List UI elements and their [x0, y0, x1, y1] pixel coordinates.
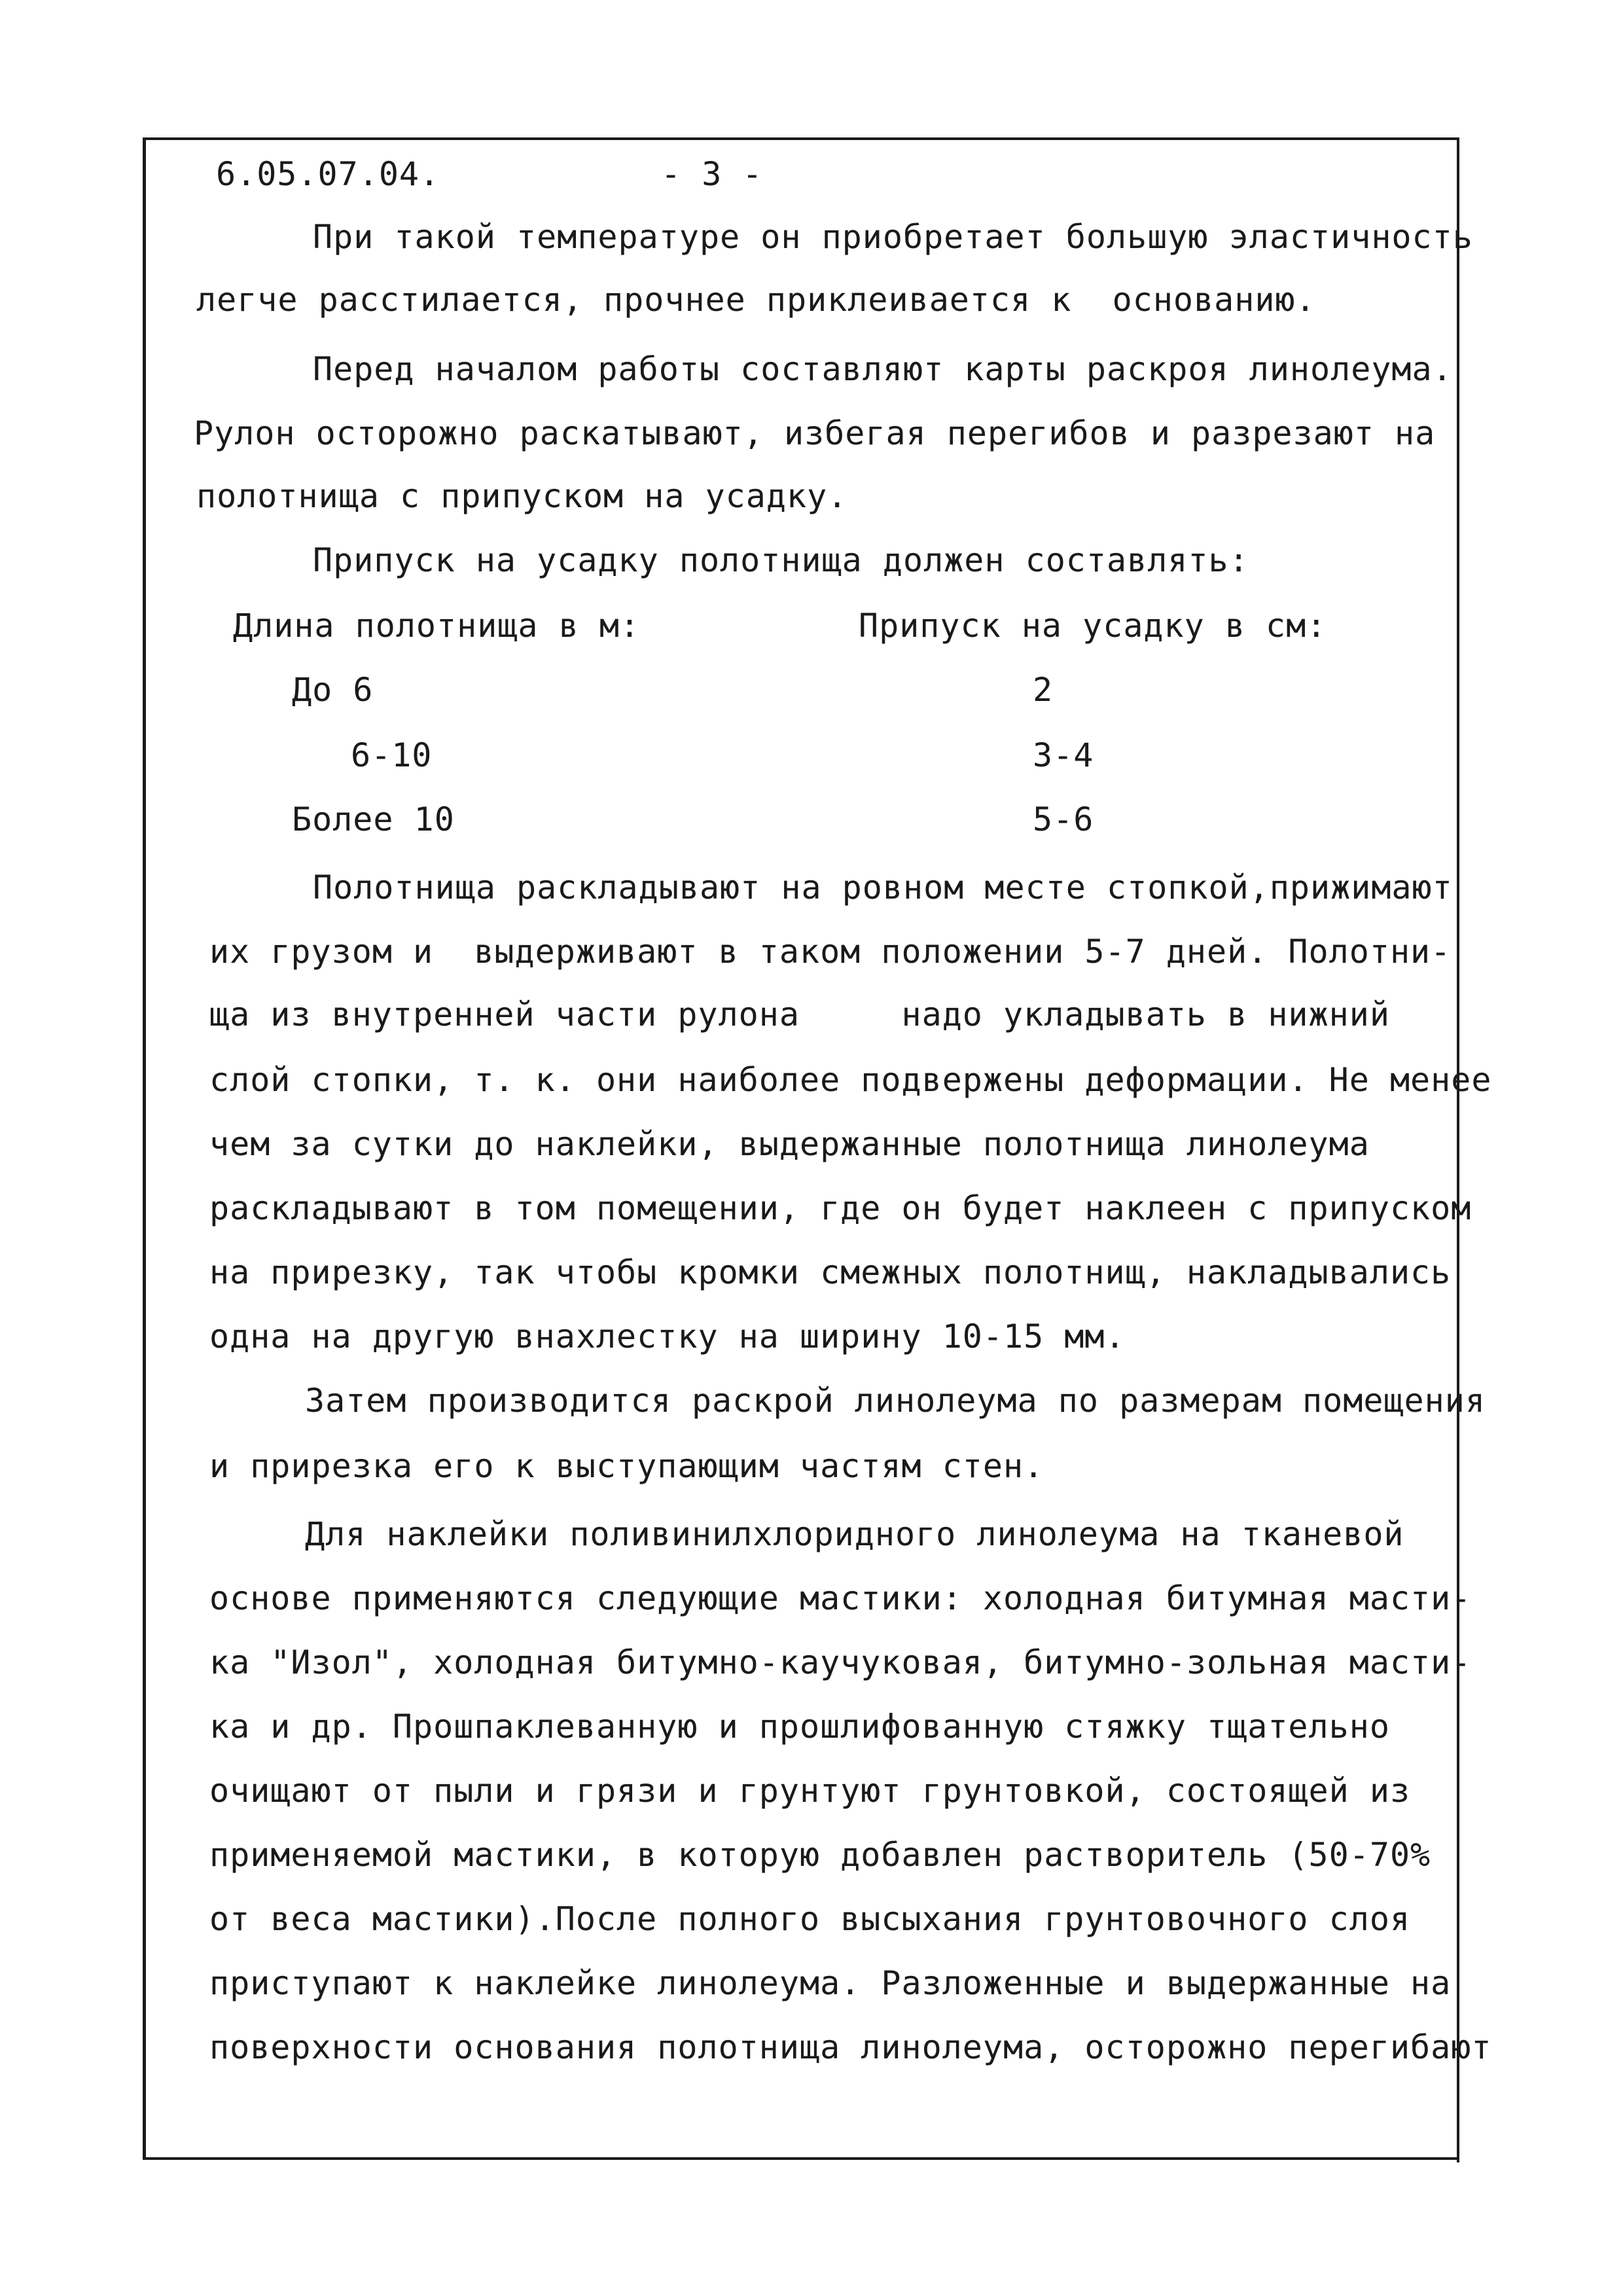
table-header-length: Длина полотнища в м:	[233, 607, 641, 645]
paragraph-line: на прирезку, так чтобы кромки смежных полотнищ, накладывались	[209, 1253, 1452, 1291]
paragraph-line: легче расстилается, прочнее приклеивается к основанию.	[196, 281, 1316, 319]
table-cell-length: До 6	[292, 671, 374, 709]
paragraph-line: приступают к наклейке линолеума. Разложенные и выдержанные на	[209, 1964, 1452, 2002]
table-cell-length: Более 10	[292, 800, 455, 838]
table-cell-allowance: 2	[1033, 671, 1054, 709]
paragraph-line: основе применяются следующие мастики: холодная битумная масти-	[209, 1579, 1472, 1617]
paragraph-line: Припуск на усадку полотнища должен составлять:	[313, 541, 1249, 579]
paragraph-line: Перед началом работы составляют карты раскроя линолеума.	[313, 350, 1453, 388]
paragraph-line: одна на другую внахлестку на ширину 10-15 мм.	[209, 1318, 1126, 1355]
paragraph-line: ща из внутренней части рулона надо укладывать в нижний	[209, 996, 1390, 1033]
paragraph-line: ка и др. Прошпаклеванную и прошлифованную стяжку тщательно	[209, 1708, 1390, 1746]
paragraph-line: поверхности основания полотнища линолеума, осторожно перегибают	[209, 2028, 1492, 2066]
paragraph-line: Рулон осторожно раскатывают, избегая перегибов и разрезают на	[194, 414, 1436, 452]
paragraph-line: ка "Изол", холодная битумно-каучуковая, битумно-зольная масти-	[209, 1643, 1472, 1681]
page-number: - 3 -	[661, 155, 763, 193]
paragraph-line: очищают от пыли и грязи и грунтуют грунтовкой, состоящей из	[209, 1772, 1411, 1810]
page-frame-right-edge	[1457, 137, 1459, 2162]
table-cell-allowance: 3-4	[1033, 736, 1094, 774]
paragraph-line: Полотнища раскладывают на ровном месте стопкой,прижимают	[313, 869, 1453, 906]
paragraph-line: чем за сутки до наклейки, выдержанные полотнища линолеума	[209, 1125, 1370, 1163]
paragraph-line: и прирезка его к выступающим частям стен.	[209, 1447, 1044, 1485]
paragraph-line: Затем производится раскрой линолеума по размерам помещения	[305, 1382, 1486, 1420]
paragraph-line: При такой температуре он приобретает большую эластичность	[313, 218, 1473, 256]
table-header-allowance: Припуск на усадку в см:	[859, 607, 1327, 645]
table-cell-length: 6-10	[351, 736, 433, 774]
document-code: 6.05.07.04.	[216, 155, 440, 193]
paragraph-line: раскладывают в том помещении, где он будет наклеен с припуском	[209, 1189, 1472, 1227]
paragraph-line: Для наклейки поливинилхлоридного линолеума на тканевой	[305, 1515, 1404, 1553]
paragraph-line: их грузом и выдерживают в таком положении 5-7 дней. Полотни-	[209, 933, 1452, 971]
paragraph-line: слой стопки, т. к. они наиболее подвержены деформации. Не менее	[209, 1061, 1492, 1099]
paragraph-line: применяемой мастики, в которую добавлен растворитель (50-70%	[209, 1836, 1431, 1874]
paragraph-line: полотнища с припуском на усадку.	[196, 477, 848, 515]
table-cell-allowance: 5-6	[1033, 800, 1094, 838]
paragraph-line: от веса мастики).После полного высыхания грунтовочного слоя	[209, 1900, 1411, 1938]
